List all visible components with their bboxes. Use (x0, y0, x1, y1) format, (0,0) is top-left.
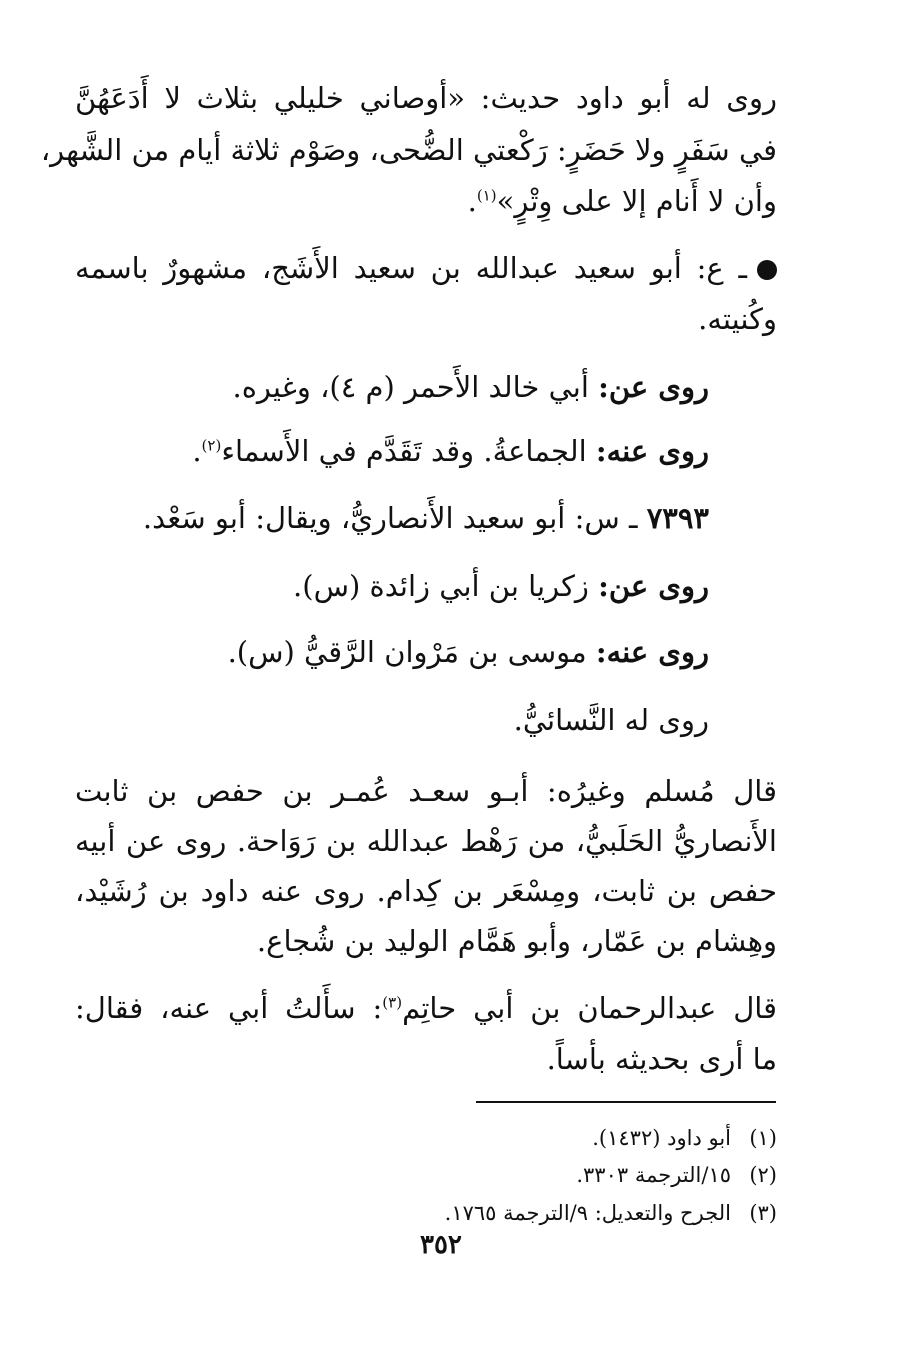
bullet-icon (757, 260, 777, 280)
narrated-by-end: . (192, 434, 202, 468)
entry-ashajj-text: ـ ع: أبو سعيد عبدالله بن سعيد الأَشَج، مشهورٌ باسمه (75, 251, 747, 285)
footnote-1-text: أبو داود (١٤٣٢). (592, 1126, 731, 1150)
entry-ashajj-line-2: وكُنيته. (698, 302, 777, 336)
footnote-2 (576, 1160, 777, 1190)
paragraph-3-line-1: قال مُسلم وغيرُه: أبـو سعـد عُمـر بن حفص بن ثابت (75, 774, 777, 808)
paragraph-1-line-1: روى له أبو داود حديث: «أوصاني خليلي بثلاث لا أَدَعَهُنَّ (75, 81, 777, 115)
entry-ashajj-line-1 (75, 245, 777, 291)
narrated-by-label-2: روى عنه: (595, 635, 709, 669)
footnote-1 (592, 1123, 777, 1153)
footnote-ref-1: (١) (476, 186, 497, 205)
footnote-3-text: الجرح والتعديل: ٩/الترجمة ١٧٦٥. (444, 1201, 731, 1225)
footnote-3 (445, 1198, 777, 1228)
narrated-by-text-2: موسى بن مَرْوان الرَّقيُّ (س). (227, 635, 587, 669)
entry-7393-text: ـ س: أبو سعيد الأَنصاريُّ، ويقال: أبو سَعْد. (142, 501, 638, 535)
paragraph-3-line-4: وهِشام بن عَمّار، وأبو هَمَّام الوليد بن شُجاع. (256, 924, 777, 958)
entry-7393-heading (143, 495, 709, 541)
paragraph-1-line-3-text: وأن لا أَنام إلا على وِتْرٍ» (496, 184, 777, 218)
paragraph-3-line-3: حفص بن ثابت، ومِسْعَر بن كِدام. روى عنه داود بن رُشَيْد، (75, 874, 777, 908)
narrated-by-line-1 (192, 428, 709, 474)
paragraph-1-line-3 (468, 178, 777, 224)
footnote-separator (476, 1101, 776, 1103)
footnote-ref-3: (٣) (382, 993, 403, 1012)
narrated-from-line-1 (233, 364, 709, 410)
narrated-by-text: الجماعةُ. وقد تَقَدَّم في الأَسماء (221, 434, 587, 468)
paragraph-4-line-2: ما أرى بحديثه بأساً. (546, 1042, 777, 1076)
narrated-from-label-2: روى عن: (598, 569, 709, 603)
narrated-by-label: روى عنه: (595, 434, 709, 468)
narrated-from-text: أبي خالد الأَحمر (م ٤)، وغيره. (232, 370, 589, 404)
footnote-1-number: (١) (749, 1126, 777, 1150)
paragraph-4-text-a: قال عبدالرحمان بن أبي حاتِم (402, 991, 777, 1025)
narrated-from-line-2 (293, 563, 709, 609)
entry-number: ٧٣٩٣ (646, 501, 709, 535)
page-number: ٣٥٢ (420, 1230, 462, 1260)
paragraph-4-line-1 (75, 985, 777, 1031)
narrated-for-line: روى له النَّسائيُّ. (513, 703, 709, 737)
paragraph-3-line-2: الأَنصاريُّ الحَلَبيُّ، من رَهْط عبدالله بن رَوَاحة. روى عن أبيه (75, 824, 777, 858)
paragraph-1-line-2: في سَفَرٍ ولا حَضَرٍ: رَكْعتي الضُّحى، وصَوْم ثلاثة أيام من الشَّهر، (40, 133, 777, 167)
footnote-2-number: (٢) (749, 1163, 777, 1187)
paragraph-1-line-3-end: . (467, 184, 477, 218)
narrated-by-line-2 (228, 629, 709, 675)
narrated-from-label: روى عن: (598, 370, 709, 404)
paragraph-4-text-b: : سأَلتُ أبي عنه، فقال: (75, 991, 383, 1025)
narrated-from-text-2: زكريا بن أبي زائدة (س). (293, 569, 589, 603)
footnote-2-text: ١٥/الترجمة ٣٣٠٣. (576, 1163, 731, 1187)
footnote-ref-2: (٢) (201, 436, 222, 455)
footnote-3-number: (٣) (749, 1201, 777, 1225)
